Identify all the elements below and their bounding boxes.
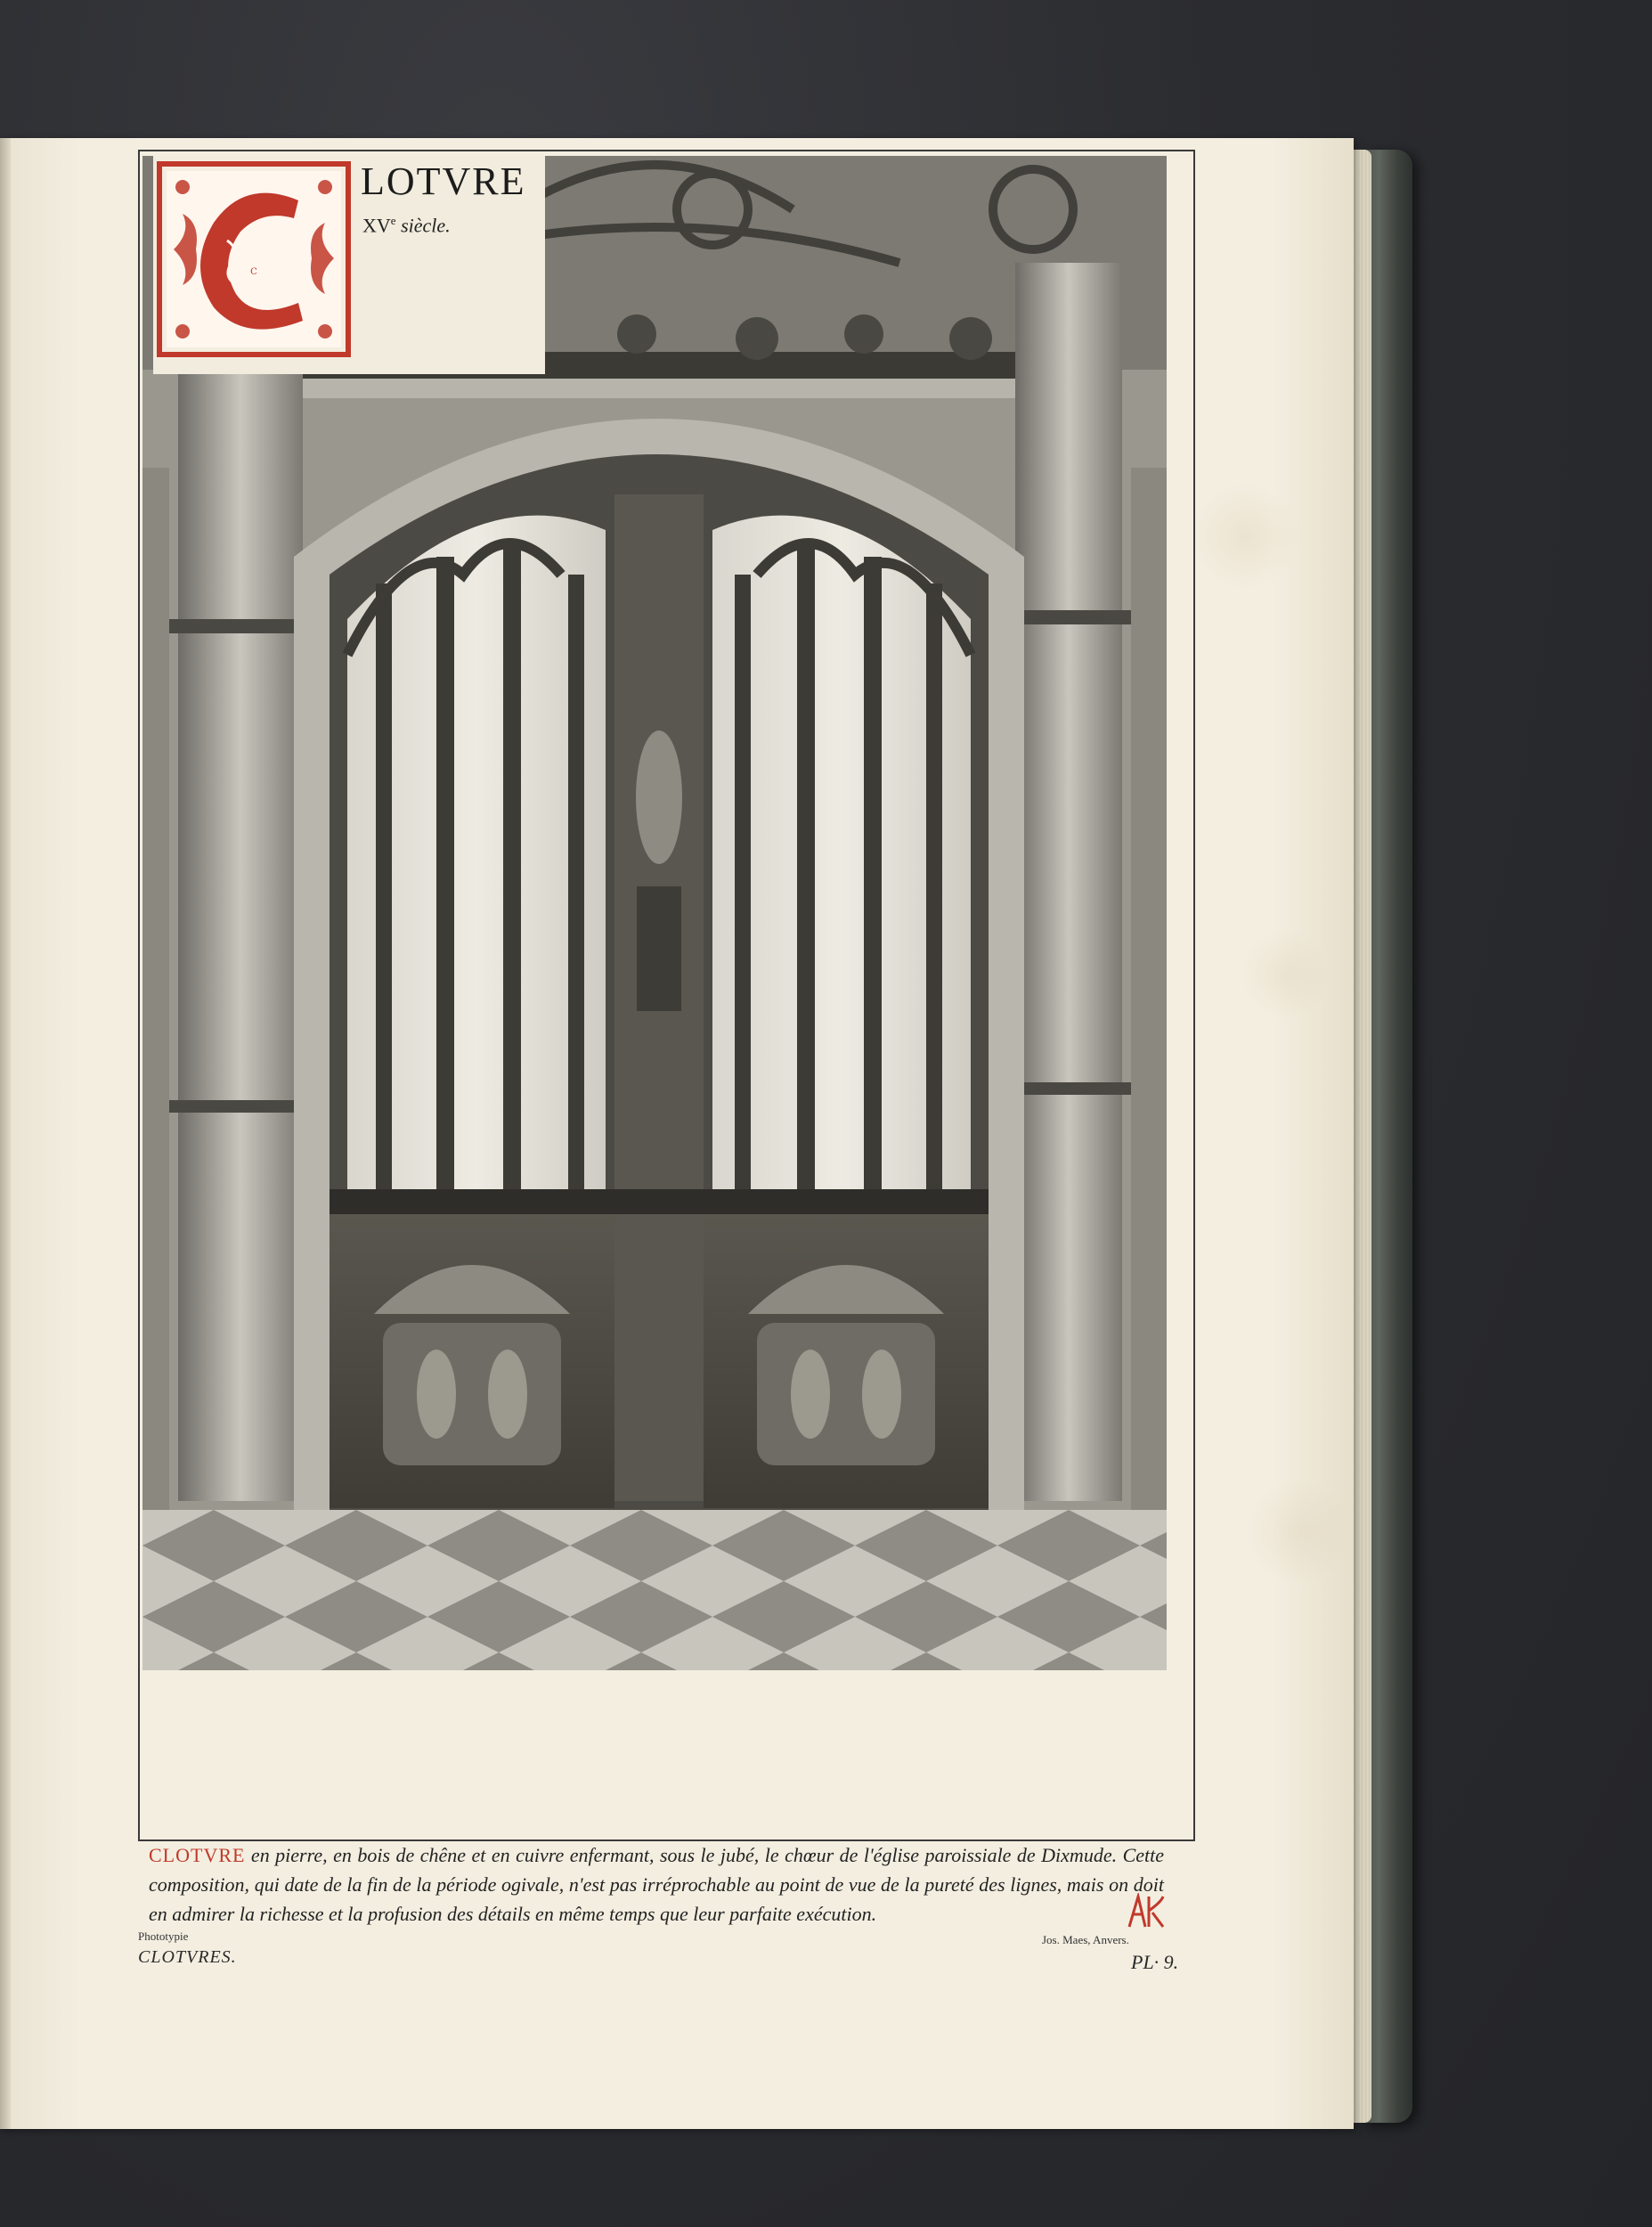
plate-caption	[149, 1840, 1164, 1929]
caption-lead-word: CLOTVRE	[149, 1844, 246, 1866]
caption-body: en pierre, en bois de chêne et en cuivre enfermant, sous le jubé, le chœur de l'église paroissiale de Dixmude. Cette composition, qui date de la fin de la période ogivale, n'est pas irréprochable au point de vue de la pureté des lignes, mais on doit en admirer la richesse et la profusion des détails en même temps que leur parfaite exécution.	[149, 1844, 1164, 1925]
printer-credit: Jos. Maes, Anvers.	[1042, 1933, 1129, 1946]
door-illustration	[142, 156, 1167, 1670]
process-label: Phototypie	[138, 1929, 189, 1943]
page-gutter	[0, 138, 11, 2129]
century-label	[362, 214, 451, 237]
century-word: siècle.	[401, 214, 451, 237]
century-roman: XV	[362, 214, 391, 237]
artist-monogram	[1126, 1893, 1167, 1930]
century-superscript: e	[390, 214, 396, 227]
plate-number: PL· 9.	[1131, 1951, 1179, 1973]
illuminated-initial	[156, 160, 352, 358]
phototype-photograph	[142, 156, 1167, 1670]
plate-title: LOTVRE	[361, 159, 526, 203]
section-label: CLOTVRES.	[138, 1947, 237, 1967]
svg-text:C: C	[250, 267, 257, 277]
